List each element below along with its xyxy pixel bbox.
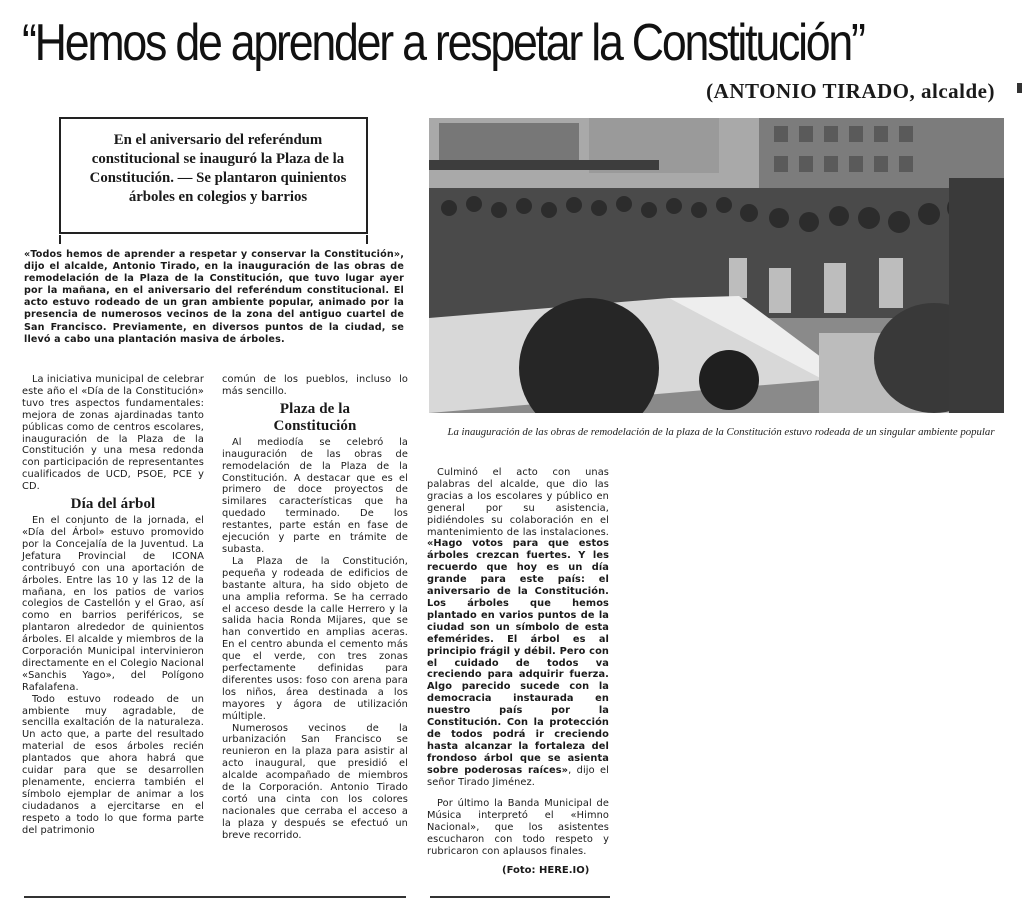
lead-box	[59, 117, 368, 234]
col1-paragraph-2: En el conjunto de la jornada, el «Día del Árbol» estuvo promovido por la Concejalía de la Juventud. La Jefatura Provincial de ICONA contribuyó con una aportación de árboles. Entre las 10 y las 12 de la mañana, en los patios de varios colegios de Castellón y el Grao, así como en barrios periféricos, se plantaron alrededor de quinientos árboles. El alcalde y miembros de la Corporación Municipal intervinieron directamente en el Colegio Nacional «Sanchis Yago», del Polígono Rafalafena.	[22, 515, 204, 693]
crowd-photo	[429, 118, 1004, 413]
subhead-plaza: Plaza de la Constitución	[273, 400, 357, 434]
photo-credit: (Foto: HERE.IO)	[502, 865, 590, 876]
col3-paragraph-1	[427, 467, 609, 788]
col2-paragraph-1: Al mediodía se celebró la inauguración de las obras de remodelación de la Plaza de la Constitución. A destacar que es el primero de doce proyectos de similares características que ha quedado terminado. De los restantes, parte están en fase de ejecución y parte en trámite de subasta.	[222, 436, 408, 555]
event-photo	[429, 118, 1004, 413]
col3-text: Culminó el acto con unas palabras del alcalde, que dio las gracias a los escolares y público en general por su asistencia, pidiéndoles su colaboración en el mantenimiento de las instalaciones.	[427, 467, 609, 538]
col1-paragraph-1: La iniciativa municipal de celebrar este año el «Día de la Constitución» tuvo tres aspectos fundamentales: mejora de zonas ajardinadas tanto públicas como de centros escolares, inauguración de la Plaza de la Constitución y una mesa redonda con participación de representantes cualificados de UCD, PSOE, PCE y CD.	[22, 374, 204, 493]
col2-paragraph-3: Numerosos vecinos de la urbanización San Francisco se reunieron en la plaza para asistir al acto inaugural, que presidió el alcalde acompañado de miembros de la Corporación. Antonio Tirado cortó una cinta con los colores nacionales que cerraba el acceso a la plaza y después se efectuó un breve recorrido.	[222, 722, 408, 841]
headline: “Hemos de aprender a respetar la Constitución”	[22, 14, 864, 72]
subhead-dia-del-arbol: Día del árbol	[70, 496, 156, 513]
mayor-quote: «Hago votos para que estos árboles crezcan fuertes. Y les recuerdo que hoy es un día grande para este país: el aniversario de la Constitución. Los árboles que hemos plantado en varios puntos de la ciudad son un símbolo de esta efemérides. El árbol es al principio frágil y débil. Pero con el cuidado de todos va creciendo para adquirir fuerza. Algo parecido sucede con la democracia instaurada en nuestro país por la Constitución. Con la protección de todos podrá ir creciendo hasta alcanzar la fortaleza del frondoso árbol que se asienta sobre poderosas raíces»	[427, 538, 609, 776]
col3-paragraph-2: Por último la Banda Municipal de Música interpretó el «Himno Nacional», que los asistentes escucharon con todo respeto y rubricaron con aplausos finales.	[427, 798, 609, 858]
byline: (ANTONIO TIRADO, alcalde)	[706, 79, 995, 103]
column-1	[22, 374, 204, 837]
intro-paragraph: «Todos hemos de aprender a respetar y conservar la Constitución», dijo el alcalde, Antonio Tirado, en la inauguración de las obras de remodelación de la Plaza de la Constitución, que tuvo lugar ayer por la mañana, en el aniversario del referéndum constitucional. El acto estuvo rodeado de un gran ambiente popular, animado por la presencia de numerosos vecinos de la zona del antiguo cuartel de San Francisco. Previamente, en diversos puntos de la ciudad, se llevó a cabo una plantación masiva de árboles.	[24, 249, 404, 345]
col1-paragraph-3: Todo estuvo rodeado de un ambiente muy agradable, de sencilla exaltación de la naturaleza. Un acto que, a parte del resultado material de esos árboles recién plantados que ahora habrá que cuidar para que se desarrollen plenamente, encierra también el símbolo ejemplar de animar a los ciudadanos a ejercitarse en el respeto a todo lo que forma parte del patrimonio	[22, 693, 204, 836]
lead-summary: En el aniversario del referéndum constitucional se inauguró la Plaza de la Constitución. — Se plantaron quinientos árboles en colegios y barrios	[89, 132, 347, 205]
blank-area	[617, 482, 1023, 905]
col2-paragraph-2: La Plaza de la Constitución, pequeña y rodeada de edificios de bastante altura, ha sido objeto de una amplia reforma. Se ha cerrado el acceso desde la calle Herrero y la salida hacia Ronda Mijares, que se han convertido en amplias aceras. En el centro abunda el cemento más que el verde, con tres zonas perfectamente definidas para diferentes usos: foso con arena para los niños, área destinada a los mayores y ágora de utilización múltiple.	[222, 555, 408, 722]
column-2	[222, 374, 408, 842]
margin-mark	[1017, 83, 1022, 93]
photo-caption: La inauguración de las obras de remodelación de la plaza de la Constitución estuvo rodeada de un singular ambiente popular	[447, 426, 995, 438]
column-3	[427, 467, 609, 858]
box-leg-left	[59, 235, 61, 244]
bottom-rule-right	[430, 896, 610, 898]
box-leg-right	[366, 235, 368, 244]
quote-attribution: , dijo el señor Tirado Jiménez.	[427, 764, 609, 788]
bottom-rule-left	[24, 896, 406, 898]
col2-paragraph-0: común de los pueblos, incluso lo más sencillo.	[222, 374, 408, 397]
